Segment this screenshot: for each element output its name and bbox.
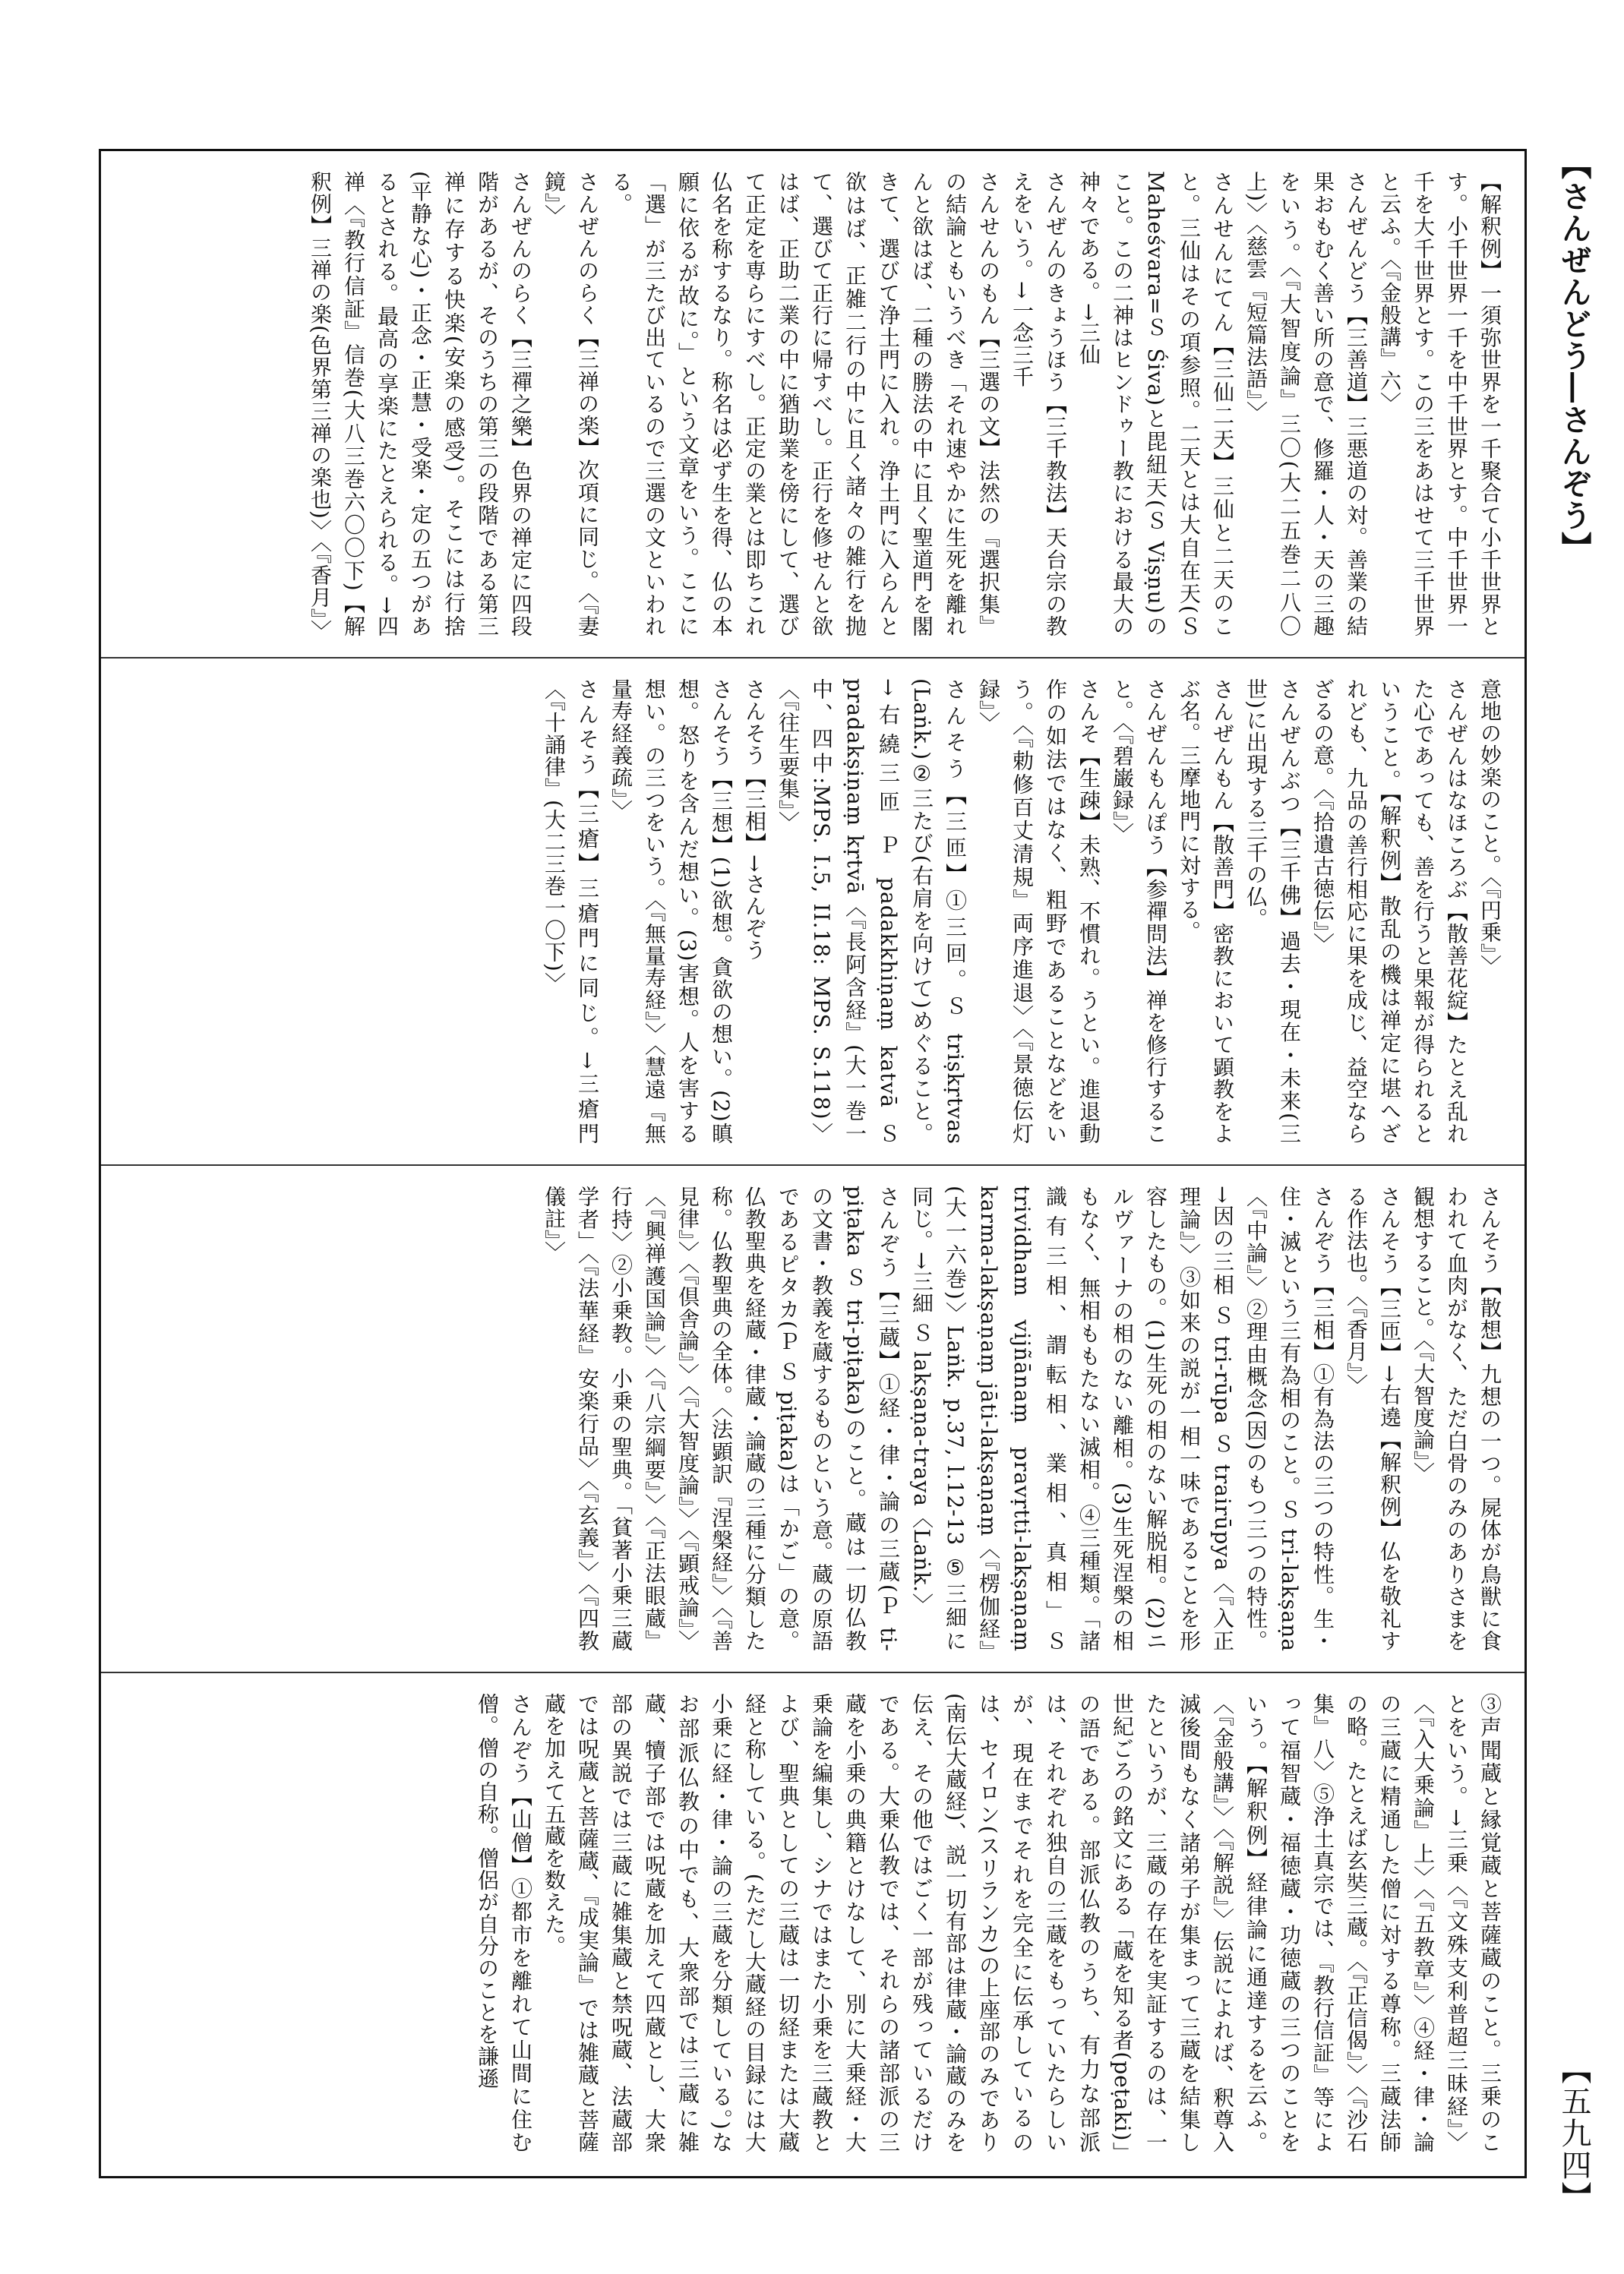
entry: さんそう【三瘡】三瘡門に同じ。→三瘡門〈『十誦律』(大二三巻一〇下)〉: [542, 678, 600, 1145]
entry: さんぞう【山僧】①都市を離れて山間に住む僧。僧の自称。僧侶が自分のことを謙遜: [475, 1693, 533, 2153]
entry: 意地の妙楽のこと。〈『円乗』〉: [1477, 678, 1502, 977]
entry: さんぜんどう【三善道】三悪道の対。善業の結果おもむく善い所の意で、修羅・人・天の三趣をいう。〈『大智度論』三〇(大二五巻二八〇上)〉〈慈雲『短篇法語』〉: [1243, 171, 1369, 637]
text-band-1: [101, 151, 1524, 659]
band-text: [537, 1186, 1506, 1652]
text-band-4: [101, 1673, 1524, 2176]
page-number: 【五九四】: [1556, 2054, 1591, 2213]
entry: さんそう【三匝】①三回。Ｓ triṣkṛtvas (Laṅk.)②三たび(右肩を向けて)めぐること。→右繞三匝 Ｐ padakkhiṇaṃ katvā Ｓ pradakṣiṇaṃ kṛtvā〈『長阿含経』(大一巻一中、四中:MPS. I.5, II.18: MPS. S.118)〉〈『往生要集』〉: [776, 678, 968, 1145]
entry: さんぜんのらく【三禪之樂】色界の禅定に四段階があるが、そのうちの第三の段階である第三禅に存する快楽(安楽の感受)。そこには行捨(平静な心)・正念・正慧・受楽・定の五つがあるとされる。最高の享楽にたとえられる。→四禅〈『教行信証』信巻(大八三巻六〇〇下)【解釈例】三禅の楽(色界第三禅の楽也)〉〈『香月』〉: [308, 171, 533, 642]
entry: さんぞう【三蔵】①経・律・論の三蔵(Ｐ ti-piṭaka Ｓ tri-piṭaka)のこと。蔵は一切仏教の文書・教義を蔵するものという意。蔵の原語であるピタカ(Ｐ Ｓ piṭaka)は「かご」の意。仏教聖典を経蔵・律蔵・論蔵の三種に分類した称。仏教聖典の全体。〈法顕訳『涅槃経』〉〈『善見律』〉〈『倶舎論』〉〈『大智度論』〉〈『顕戒論』〉〈『興禅護国論』〉〈『八宗綱要』〉〈『正法眼蔵』行持〉②小乗教。小乗の聖典。「貧著小乗三蔵学者」〈『法華経』安楽行品〉〈『玄義』〉〈『四教儀註』〉: [542, 1186, 901, 1652]
entry: 【解釈例】一須弥世界を一千聚合て小千世界とす。小千世界一千を中千世界とす。中千世界一千を大千世界とす。この三をあはせて三千世界と云ふ。〈『金般講』六〉: [1377, 171, 1502, 637]
entry: さんぜんもんぽう【参禪問法】禅を修行すること。〈『碧巌録』〉: [1110, 678, 1168, 1145]
dictionary-frame: [99, 149, 1527, 2178]
entry: ③声聞蔵と縁覚蔵と菩薩蔵のこと。三乗のことをいう。→三乗〈『文殊支利普超三昧経』〉〈『入大乗論』上〉〈『五教章』〉④経・律・論の三蔵に精通した僧に対する尊称。三蔵法師の略。たとえば玄奘三蔵。〈『正信偈』〉〈『沙石集』八〉⑤浄土真宗では、『教行信証』等によって福智蔵・福徳蔵・功徳蔵の三つのことをいう。【解釈例】経律論に通達するを云ふ。〈『金般講』〉〈『解説』〉伝説によれば、釈尊入滅後間もなく諸弟子が集まって三蔵を結集したというが、三蔵の存在を実証するのは、一世紀ごろの銘文にある「蔵を知る者(peṭaki)」の語である。部派仏教のうち、有力な部派は、それぞれ独自の三蔵をもっていたらしいが、現在までそれを完全に伝承しているのは、セイロン(スリランカ)の上座部のみであり(南伝大蔵経)、説一切有部は律蔵・論蔵のみを伝え、その他ではごく一部が残っているだけである。大乗仏教では、それらの諸部派の三蔵を小乗の典籍とけなして、別に大乗経・大乗論を編集し、シナではまた小乗を三蔵教とよび、聖典としての三蔵は一切経または大蔵経と称している。(ただし大蔵経の目録には大小乗に経・律・論の三蔵を分類している。)なお部派仏教の中でも、大衆部では三蔵に雑蔵、犢子部では呪蔵を加えて四蔵とし、大衆部の異説では三蔵に雑集蔵と禁呪蔵、法蔵部では呪蔵と菩薩蔵、『成実論』では雑蔵と菩薩蔵を加えて五蔵を数えた。: [542, 1693, 1502, 2153]
entry: さんぜんのきょうほう【三千教法】天台宗の教えをいう。→一念三千: [1009, 171, 1068, 637]
text-band-3: [101, 1166, 1524, 1673]
entry: さんせんにてん【三仙二天】三仙と二天のこと。三仙はその項参照。二天とは大自在天(Ｓ Maheśvara=Ｓ Śiva)と毘紐天(Ｓ Viṣṇu)のこと。この二神はヒンドゥー教における最大の神々である。→三仙: [1076, 171, 1235, 637]
page-header: 【さんぜんどう―さんぞう】: [1556, 149, 1592, 564]
entry: さんせんのもん【三選の文】法然の『選択集』の結論ともいうべき「それ速やかに生死を離れんと欲はば、二種の勝法の中に且く聖道門を閣きて、選びて浄土門に入れ。浄土門に入らんと欲はば、正雑二行の中に且く諸々の雑行を抛て、選びて正行に帰すべし。正行を修せんと欲はば、正助二業の中に猶助業を傍にして、選びて正定を専らにすべし。正定の業とは即ちこれ仏名を称するなり。称名は必ず生を得、仏の本願に依るが故に。」という文章をいう。ここに「選」が三たび出ているので三選の文といわれる。: [608, 171, 1001, 637]
entry: さんそう【三想】(1)欲想。貪欲の想い。(2)瞋想。怒りを含んだ想い。(3)害想。人を害する想い。の三つをいう。〈『無量寿経』〉〈慧遠『無量寿経義疏』〉: [608, 678, 734, 1145]
entry: さんそ【生疎】未熟、不慣れ。うとい。進退動作の如法ではなく、粗野であることなどをいう。〈『勅修百丈清規』両序進退〉〈『景徳伝灯録』〉: [976, 678, 1101, 1145]
band-text: [537, 678, 1506, 1145]
entry: さんぜんぶつ【三千佛】過去・現在・未来(三世)に出現する三千の仏。: [1243, 678, 1302, 1145]
entry: さんそう【散想】九想の一つ。屍体が鳥獣に食われて血肉がなく、ただ白骨のみのありさまを観想すること。〈『大智度論』〉: [1411, 1186, 1502, 1652]
entry: さんそう【三匝】→右遶【解釈例】仏を敬礼する作法也。〈『香月』〉: [1344, 1186, 1402, 1652]
entry: さんぜんもん【散善門】密教において顕教をよぶ名。三摩地門に対する。: [1177, 678, 1235, 1145]
entry: さんぜんのらく【三禅の楽】次項に同じ。〈『妻鏡』〉: [542, 171, 600, 637]
entry: さんぜんはなほころぶ【散善花綻】たとえ乱れた心であっても、善を行うと果報が得られるということ。【解釈例】散乱の機は禅定に堪へざれども、九品の善行相応に果を成じ、益空ならざるの意。〈『拾遺古徳伝』〉: [1310, 678, 1469, 1145]
band-text: [470, 1693, 1506, 2153]
band-text: [303, 171, 1506, 642]
entry: さんぞう【三相】①有為法の三つの特性。生・住・滅という三有為相のこと。Ｓ tri-lakṣaṇa〈『中論』〉②理由概念(因)のもつ三つの特性。→因の三相 Ｓ tri-rūpa Ｓ trairūpya〈『入正理論』〉③如来の説が一相一味であることを形容したもの。(1)生死の相のない解脱相。(2)ニルヴァーナの相のない離相。(3)生死涅槃の相もなく、無相ももたない滅相。④三種類。「諸識有三相、謂転相、業相、真相」Ｓ trividham vijñānaṃ pravṛtti-lakṣaṇaṃ karma-lakṣaṇaṃ jāti-lakṣaṇaṃ〈『楞伽経』(大一六巻)〉Laṅk. p.37, l.12-13 ⑤三細に同じ。→三細 Ｓ lakṣaṇa-traya〈Laṅk.〉: [909, 1186, 1335, 1652]
text-band-2: [101, 659, 1524, 1166]
entry: さんそう【三相】→さんぞう: [742, 678, 767, 962]
